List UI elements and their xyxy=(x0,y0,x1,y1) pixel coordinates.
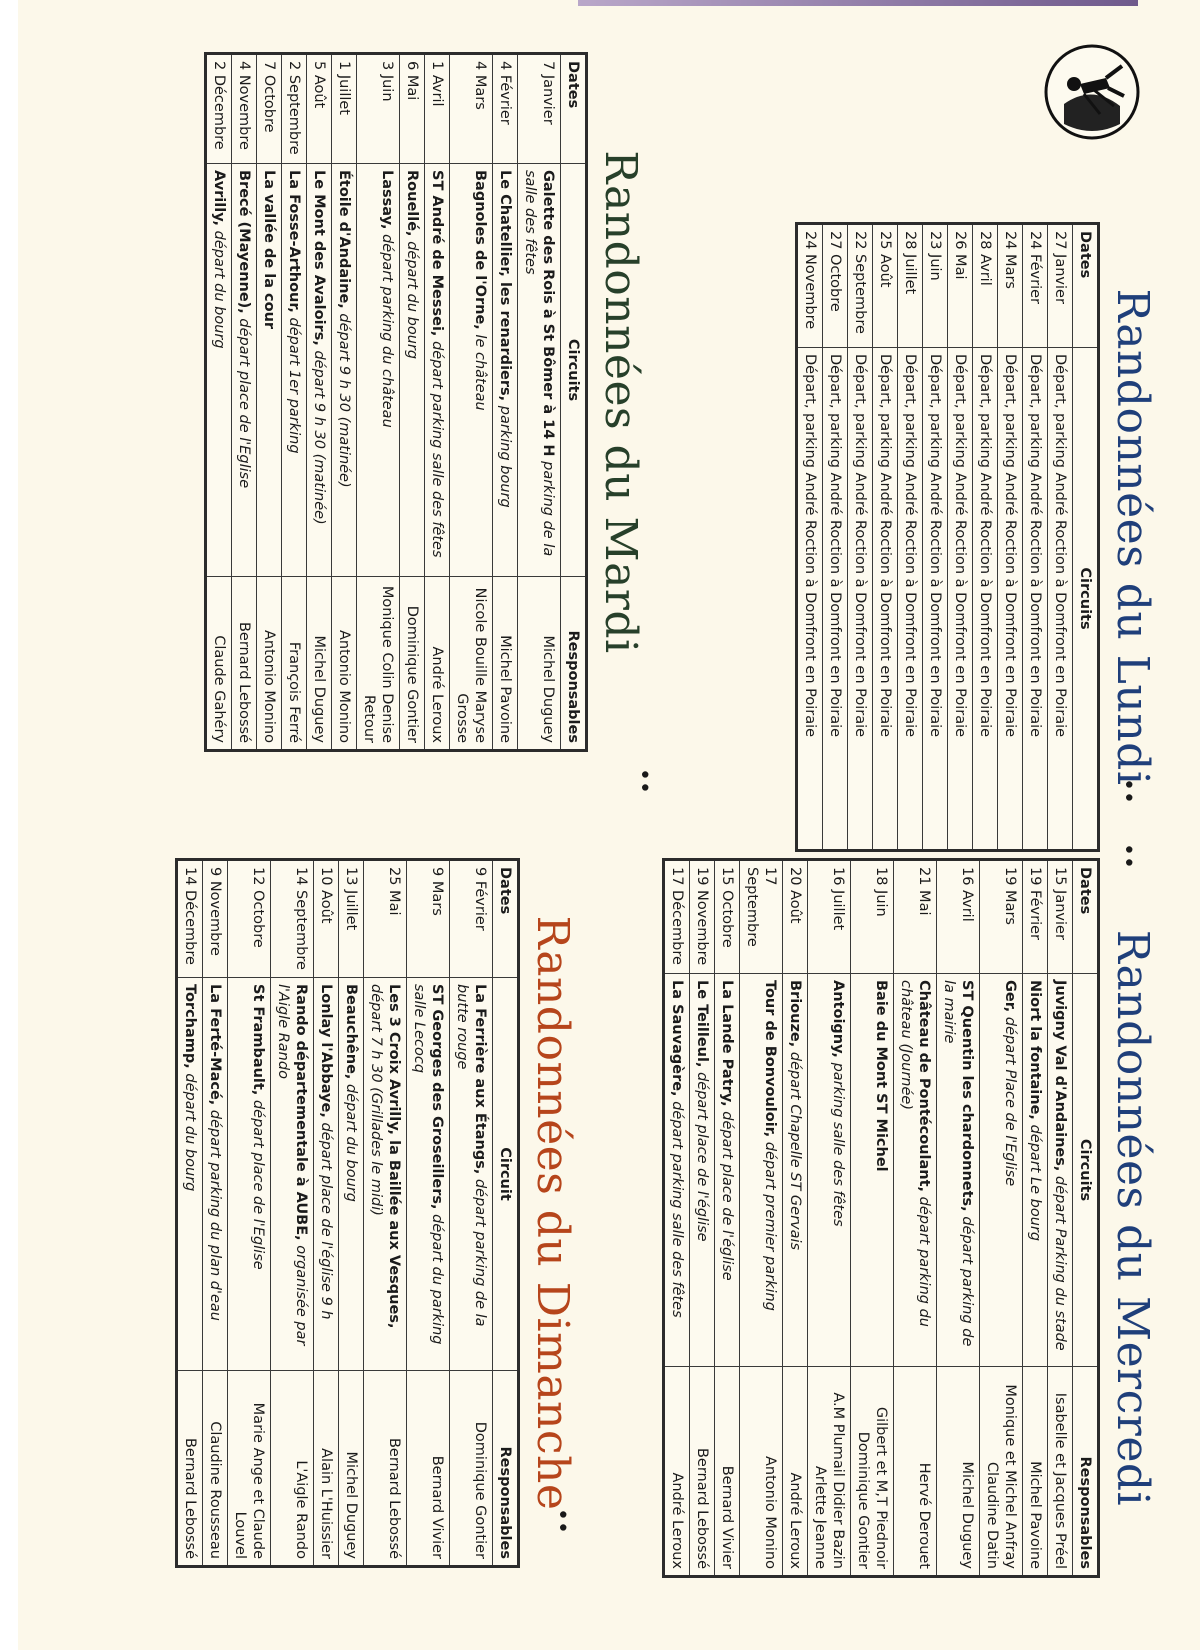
table-row xyxy=(282,54,307,751)
date-cell: 27 Octobre xyxy=(823,224,848,348)
circuit-detail: organisée par l'Aigle Rando xyxy=(275,984,309,1346)
date-cell: 18 Juin xyxy=(851,860,894,974)
responsable-cell: Antonio Monino xyxy=(332,577,357,751)
mardi-table xyxy=(204,52,588,752)
circuit-detail: départ du bourg xyxy=(404,241,420,360)
dimanche-header-responsables: Responsables xyxy=(493,1371,519,1567)
circuit-cell xyxy=(664,974,690,1367)
circuit-detail: départ place de l'Eglise xyxy=(236,318,252,489)
circuit-detail: départ parking du château xyxy=(379,234,395,428)
table-row xyxy=(407,860,450,1567)
date-cell: 1 Juillet xyxy=(332,54,357,164)
circuit-place: Juvigny Val d'Andaines, xyxy=(1052,980,1068,1172)
table-row xyxy=(948,224,973,851)
dimanche-header-dates: Dates xyxy=(493,860,519,978)
mercredi-table xyxy=(662,858,1100,1578)
circuit-cell xyxy=(314,978,339,1371)
circuit-place: Étoile d'Andaine, xyxy=(336,170,352,309)
circuit-detail: départ premier parking xyxy=(762,1141,778,1311)
circuit-place: Lonlay l'Abbaye, xyxy=(318,984,334,1118)
table-row xyxy=(1048,224,1073,851)
table-row xyxy=(257,54,282,751)
responsable-cell: Bernard Lebossé xyxy=(364,1371,407,1567)
date-cell: 4 Mars xyxy=(450,54,493,164)
date-cell: 16 Juillet xyxy=(808,860,851,974)
responsable-cell: A.M Plumail Didier Bazin Arlette Jeanne xyxy=(808,1367,851,1577)
date-cell: 5 Août xyxy=(307,54,332,164)
circuit-place: Château de Pontécoulant, xyxy=(916,980,932,1193)
circuit-detail: départ Parking du stade xyxy=(1052,1175,1068,1351)
date-cell: 28 Juillet xyxy=(898,224,923,348)
responsable-cell: André Leroux xyxy=(783,1367,808,1577)
mercredi-title: Randonnées du Mercredi xyxy=(1107,929,1158,1507)
circuit-cell xyxy=(1048,974,1073,1367)
dimanche-table xyxy=(175,858,520,1568)
corner-stripe xyxy=(578,0,1138,6)
circuit-cell xyxy=(783,974,808,1367)
circuit-place: Beauchêne, xyxy=(343,984,359,1080)
footprints-icon: •• xyxy=(1114,843,1140,869)
circuit-place: ST Georges des Groseillers, xyxy=(429,984,445,1210)
date-cell: 26 Mai xyxy=(948,224,973,348)
table-row xyxy=(450,860,493,1567)
date-cell: 22 Septembre xyxy=(848,224,873,348)
table-row xyxy=(364,860,407,1567)
responsable-cell: Michel Duguey xyxy=(937,1367,980,1577)
circuit-detail: départ du bourg xyxy=(343,1084,359,1202)
table-row xyxy=(400,54,425,751)
date-cell: 17 Décembre xyxy=(664,860,690,974)
responsable-cell: Bernard Vivier xyxy=(715,1367,740,1577)
mardi-header-dates: Dates xyxy=(561,54,587,164)
responsable-cell: L'Aigle Rando xyxy=(271,1371,314,1567)
table-row xyxy=(177,860,203,1567)
responsable-cell: Michel Duguey xyxy=(339,1371,364,1567)
circuit-cell xyxy=(232,164,257,577)
table-row xyxy=(1048,860,1073,1577)
date-cell: 16 Avril xyxy=(937,860,980,974)
circuit-place: Le Chatellier, les renardiers, xyxy=(497,170,513,402)
table-row xyxy=(357,54,400,751)
circuit-cell: Départ, parking André Roction à Domfront en Poiraie xyxy=(823,348,848,851)
mardi-panel xyxy=(204,52,646,752)
circuit-cell xyxy=(1023,974,1048,1367)
circuit-cell xyxy=(851,974,894,1367)
circuit-place: ST Quentin les chardonnets, xyxy=(959,980,975,1212)
date-cell: 27 Janvier xyxy=(1048,224,1073,348)
circuit-detail: parking bourg xyxy=(497,405,513,508)
lundi-panel xyxy=(795,222,1158,852)
responsable-cell: Michel Pavoine xyxy=(1023,1367,1048,1577)
date-cell: 15 Janvier xyxy=(1048,860,1073,974)
dimanche-panel xyxy=(175,858,578,1568)
date-cell: 9 Novembre xyxy=(203,860,228,978)
circuit-detail: départ parking du plan d'eau xyxy=(207,1109,223,1321)
table-row xyxy=(690,860,715,1577)
circuit-cell xyxy=(307,164,332,577)
circuit-cell xyxy=(425,164,450,577)
lundi-header-dates: Dates xyxy=(1073,224,1099,348)
date-cell: 7 Octobre xyxy=(257,54,282,164)
table-row xyxy=(228,860,271,1567)
table-row xyxy=(980,860,1023,1577)
table-row xyxy=(307,54,332,751)
circuit-cell xyxy=(228,978,271,1371)
circuit-place: Baie du Mont ST Michel xyxy=(873,980,889,1172)
responsable-cell: Claudine Rousseau xyxy=(203,1371,228,1567)
circuit-detail: départ parking du château (Journée) xyxy=(898,980,932,1327)
lundi-header-circuits: Circuits xyxy=(1073,348,1099,851)
circuit-cell xyxy=(407,978,450,1371)
mercredi-header-responsables: Responsables xyxy=(1073,1367,1099,1577)
table-row xyxy=(203,860,228,1567)
circuit-place: Rouellé, xyxy=(404,170,420,237)
mardi-header-circuits: Circuits xyxy=(561,164,587,577)
circuit-cell: Départ, parking André Roction à Domfront en Poiraie xyxy=(898,348,923,851)
circuit-cell xyxy=(450,978,493,1371)
circuit-cell: Départ, parking André Roction à Domfront en Poiraie xyxy=(797,348,823,851)
date-cell: 1 Avril xyxy=(425,54,450,164)
circuit-detail: départ place de l'église xyxy=(719,1111,735,1281)
circuit-detail: départ place de l'église 9 h xyxy=(318,1122,334,1320)
circuit-detail: départ 7 h 30 (Grillades le midi) xyxy=(368,984,384,1216)
table-row xyxy=(998,224,1023,851)
flyer-sheet xyxy=(18,0,1200,1650)
circuit-place: Galette des Rois à St Bômer à 14 H xyxy=(540,170,556,457)
circuit-place: Niort la fontaine, xyxy=(1027,980,1043,1120)
circuit-place: ST André de Messei, xyxy=(429,170,445,337)
circuit-detail: départ Le bourg xyxy=(1027,1124,1043,1242)
footprints-icon: •• xyxy=(630,768,656,794)
circuit-place: Avrilly, xyxy=(211,170,227,227)
date-cell: 9 Mars xyxy=(407,860,450,978)
mercredi-header-circuits: Circuits xyxy=(1073,974,1099,1367)
circuit-cell: Départ, parking André Roction à Domfront en Poiraie xyxy=(998,348,1023,851)
responsable-cell: Bernard Vivier xyxy=(407,1371,450,1567)
responsable-cell: Hervé Derouet xyxy=(894,1367,937,1577)
table-row xyxy=(973,224,998,851)
circuit-cell xyxy=(493,164,518,577)
mercredi-panel xyxy=(662,858,1158,1578)
circuit-cell xyxy=(400,164,425,577)
date-cell: 2 Septembre xyxy=(282,54,307,164)
circuit-cell xyxy=(450,164,493,577)
table-row xyxy=(851,860,894,1577)
circuit-cell xyxy=(271,978,314,1371)
table-row xyxy=(493,54,518,751)
dimanche-header-circuit: Circuit xyxy=(493,978,519,1371)
table-row xyxy=(664,860,690,1577)
table-row xyxy=(873,224,898,851)
mardi-header-responsables: Responsables xyxy=(561,577,587,751)
circuit-detail: départ du parking salle Lecocq xyxy=(411,984,445,1345)
date-cell: 19 Novembre xyxy=(690,860,715,974)
date-cell: 25 Août xyxy=(873,224,898,348)
date-cell: 19 Février xyxy=(1023,860,1048,974)
circuit-cell xyxy=(740,974,783,1367)
circuit-detail: départ place de l'Eglise xyxy=(250,1099,266,1270)
responsable-cell: Dominique Gontier xyxy=(400,577,425,751)
table-row xyxy=(332,54,357,751)
date-cell: 10 Août xyxy=(314,860,339,978)
circuit-place: Les 3 Croix Avrilly, la Baillée aux Vesques, xyxy=(386,984,402,1329)
table-row xyxy=(715,860,740,1577)
responsable-cell: Michel Duguey xyxy=(307,577,332,751)
lundi-table xyxy=(795,222,1100,852)
circuit-place: Torchamp, xyxy=(182,984,198,1069)
circuit-cell xyxy=(937,974,980,1367)
circuit-detail: départ Place de l'Eglise xyxy=(1002,1016,1018,1187)
circuit-place: Le Mont des Avaloirs, xyxy=(311,170,327,346)
circuit-detail: départ 9 h 30 (matinée) xyxy=(311,350,327,525)
circuit-place: La Ferté-Macé, xyxy=(207,984,223,1106)
circuit-place: La Ferrière aux Étangs, xyxy=(472,984,488,1175)
responsable-cell: Bernard Lebossé xyxy=(232,577,257,751)
table-row xyxy=(898,224,923,851)
circuit-cell xyxy=(282,164,307,577)
date-cell: 14 Décembre xyxy=(177,860,203,978)
circuit-cell: Départ, parking André Roction à Domfront en Poiraie xyxy=(848,348,873,851)
circuit-detail: départ 1er parking xyxy=(286,317,302,454)
responsable-cell: Monique Colin Denise Retour xyxy=(357,577,400,751)
date-cell: 4 Novembre xyxy=(232,54,257,164)
mardi-title: Randonnées du Mardi xyxy=(595,150,646,654)
circuit-cell xyxy=(332,164,357,577)
date-cell: 4 Février xyxy=(493,54,518,164)
date-cell: 28 Avril xyxy=(973,224,998,348)
table-row xyxy=(271,860,314,1567)
circuit-cell xyxy=(206,164,232,577)
responsable-cell: Marie Ange et Claude Louvel xyxy=(228,1371,271,1567)
circuit-cell xyxy=(808,974,851,1367)
dimanche-title: Randonnées du Dimanche xyxy=(527,915,578,1511)
circuit-place: Rando départementale à AUBE, xyxy=(293,984,309,1241)
circuit-place: Brecé (Mayenne), xyxy=(236,170,252,314)
circuit-detail: départ du bourg xyxy=(182,1073,198,1192)
footprints-icon: •• xyxy=(548,1508,574,1534)
date-cell: 25 Mai xyxy=(364,860,407,978)
date-cell: 19 Mars xyxy=(980,860,1023,974)
circuit-place: Bagnoles de l'Orne, xyxy=(472,170,488,330)
responsable-cell: Gilbert et M,T Piednoir Dominique Gontier xyxy=(851,1367,894,1577)
circuit-place: Ger, xyxy=(1002,980,1018,1013)
date-cell: 17 Septembre xyxy=(740,860,783,974)
table-row xyxy=(923,224,948,851)
circuit-cell xyxy=(894,974,937,1367)
circuit-place: Lassay, xyxy=(379,170,395,230)
circuit-place: St Frambault, xyxy=(250,984,266,1096)
date-cell: 20 Août xyxy=(783,860,808,974)
responsable-cell: Isabelle et Jacques Préel xyxy=(1048,1367,1073,1577)
circuit-cell: Départ, parking André Roction à Domfront en Poiraie xyxy=(1048,348,1073,851)
circuit-place: Briouze, xyxy=(787,980,803,1048)
circuit-cell: Départ, parking André Roction à Domfront en Poiraie xyxy=(1023,348,1048,851)
circuit-cell xyxy=(339,978,364,1371)
circuit-cell xyxy=(518,164,561,577)
table-row xyxy=(1023,860,1048,1577)
circuit-detail: départ 9 h 30 (matinée) xyxy=(336,313,352,488)
date-cell: 23 Juin xyxy=(923,224,948,348)
responsable-cell: Nicole Bouille Maryse Grosse xyxy=(450,577,493,751)
circuit-detail: le château xyxy=(472,334,488,411)
table-row xyxy=(797,224,823,851)
date-cell: 24 Février xyxy=(1023,224,1048,348)
circuit-cell xyxy=(715,974,740,1367)
responsable-cell: Michel Pavoine xyxy=(493,577,518,751)
responsable-cell: Claude Gahéry xyxy=(206,577,232,751)
circuit-cell xyxy=(690,974,715,1367)
date-cell: 24 Novembre xyxy=(797,224,823,348)
circuit-place: La Fosse-Arthour, xyxy=(286,170,302,313)
table-row xyxy=(206,54,232,751)
table-row xyxy=(425,54,450,751)
circuit-cell xyxy=(980,974,1023,1367)
mercredi-header-dates: Dates xyxy=(1073,860,1099,974)
table-row xyxy=(894,860,937,1577)
responsable-cell: Monique et Michel Anfray Claudine Datin xyxy=(980,1367,1023,1577)
responsable-cell: Alain L'Huissier xyxy=(314,1371,339,1567)
circuit-place: Tour de Bonvouloir, xyxy=(762,980,778,1138)
circuit-cell xyxy=(364,978,407,1371)
circuit-cell xyxy=(357,164,400,577)
circuit-detail: départ Chapelle ST Gervais xyxy=(787,1051,803,1251)
circuit-place: La Lande Patry, xyxy=(719,980,735,1107)
date-cell: 2 Décembre xyxy=(206,54,232,164)
responsable-cell: Bernard Lebossé xyxy=(690,1367,715,1577)
circuit-cell: Départ, parking André Roction à Domfront en Poiraie xyxy=(948,348,973,851)
circuit-cell: Départ, parking André Roction à Domfront en Poiraie xyxy=(873,348,898,851)
table-row xyxy=(823,224,848,851)
responsable-cell: François Ferré xyxy=(282,577,307,751)
responsable-cell: Dominique Gontier xyxy=(450,1371,493,1567)
date-cell: 14 Septembre xyxy=(271,860,314,978)
circuit-place: Antoigny, xyxy=(830,980,846,1058)
date-cell: 6 Mai xyxy=(400,54,425,164)
circuit-detail: parking salle des fêtes xyxy=(830,1062,846,1227)
table-row xyxy=(1023,224,1048,851)
footprints-icon: •• xyxy=(1114,778,1140,804)
table-row xyxy=(808,860,851,1577)
circuit-detail: départ parking salle des fêtes xyxy=(429,341,445,558)
table-row xyxy=(339,860,364,1567)
circuit-place: Le Teilleul, xyxy=(694,980,710,1068)
table-row xyxy=(450,54,493,751)
circuit-cell: Départ, parking André Roction à Domfront en Poiraie xyxy=(923,348,948,851)
circuit-place: La Sauvagère, xyxy=(669,980,685,1097)
date-cell: 15 Octobre xyxy=(715,860,740,974)
responsable-cell: Antonio Monino xyxy=(740,1367,783,1577)
circuit-cell: Départ, parking André Roction à Domfront en Poiraie xyxy=(973,348,998,851)
circuit-detail: départ parking de la mairie xyxy=(941,980,975,1347)
circuit-detail: départ parking de la butte rouge xyxy=(454,984,488,1327)
date-cell: 21 Mai xyxy=(894,860,937,974)
date-cell: 12 Octobre xyxy=(228,860,271,978)
date-cell: 3 Juin xyxy=(357,54,400,164)
circuit-cell xyxy=(203,978,228,1371)
table-row xyxy=(740,860,783,1577)
table-row xyxy=(314,860,339,1567)
circuit-detail: départ du bourg xyxy=(211,230,227,349)
table-row xyxy=(783,860,808,1577)
lundi-title: Randonnées du Lundi xyxy=(1107,288,1158,786)
circuit-detail: départ place de l'église xyxy=(694,1072,710,1242)
hiker-logo-icon xyxy=(1044,44,1140,140)
circuit-detail: parking de la salle des fêtes xyxy=(522,170,556,557)
table-row xyxy=(518,54,561,751)
circuit-cell xyxy=(177,978,203,1371)
responsable-cell: André Leroux xyxy=(425,577,450,751)
circuit-cell xyxy=(257,164,282,577)
table-row xyxy=(937,860,980,1577)
responsable-cell: Michel Duguey xyxy=(518,577,561,751)
date-cell: 24 Mars xyxy=(998,224,1023,348)
date-cell: 13 Juillet xyxy=(339,860,364,978)
date-cell: 7 Janvier xyxy=(518,54,561,164)
responsable-cell: Antonio Monino xyxy=(257,577,282,751)
table-row xyxy=(232,54,257,751)
responsable-cell: André Leroux xyxy=(664,1367,690,1577)
circuit-place: La vallée de la cour xyxy=(261,170,277,330)
responsable-cell: Bernard Lebossé xyxy=(177,1371,203,1567)
date-cell: 9 Février xyxy=(450,860,493,978)
circuit-detail: départ parking salle des fêtes xyxy=(669,1101,685,1318)
table-row xyxy=(848,224,873,851)
